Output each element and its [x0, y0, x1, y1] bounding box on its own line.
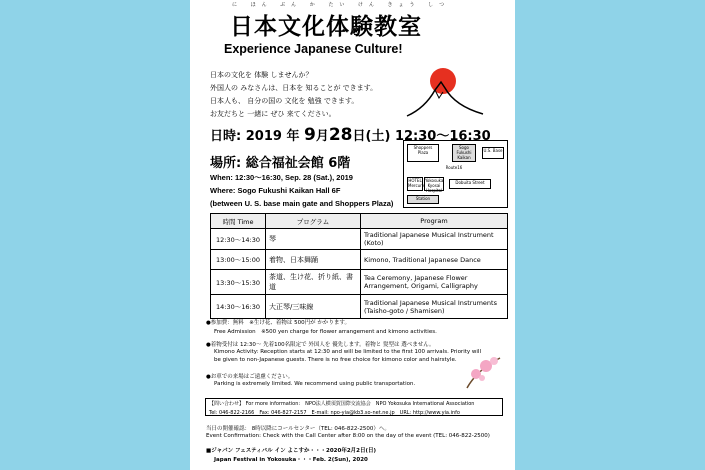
header-program-jp: プログラム	[266, 214, 361, 229]
mount-fuji-icon	[405, 78, 485, 118]
footer-festival-en: Japan Festival in Yokosuka・・・Feb. 2(Sun), 2020	[214, 457, 368, 463]
row-time: 13:30～15:30	[211, 270, 266, 295]
note-kimono-en-2: be given to non-Japanese guests. There is no free choice for kimono color and hairstyle.	[214, 357, 457, 363]
contact-line-2[interactable]: Tel: 046-822-2166 Fax: 046-827-2157 E-mail: npo-yia@kb3.so-net.ne.jp URL: http://www.yia.info	[209, 410, 460, 416]
note-fee-jp: ●参加費：無料 ※生け花、着物は 500円が かかります。	[206, 320, 350, 326]
note-fee-en: Free Admission ※500 yen charge for flower arrangement and kimono activities.	[214, 329, 437, 335]
location-map	[403, 140, 508, 208]
place-label: 場所:	[210, 156, 242, 171]
map-sogo-fukushi: Sogo Fukushi Kaikan	[452, 144, 476, 162]
page-subtitle: Experience Japanese Culture!	[224, 42, 403, 56]
header-program-en: Program	[361, 214, 508, 229]
map-station: Station	[407, 195, 439, 204]
cherry-blossom-icon	[462, 350, 502, 390]
note-kimono-jp: ●着物受付は 12:30～ 先着100名限定で 外国人を 優先します。着物と 髪型は 選べません。	[206, 342, 435, 348]
contact-box	[205, 398, 503, 416]
date-weekday: (土)	[365, 129, 391, 144]
date-label: 日時:	[210, 129, 242, 144]
table-row	[211, 295, 508, 319]
row-program-en: Kimono, Traditional Japanese Dance	[361, 250, 508, 270]
program-table	[210, 213, 508, 319]
note-parking-jp: ●お車での来場はご遠慮ください。	[206, 374, 294, 380]
intro-line-3: 日本人も、 自分の国の 文化を 勉強 できます。	[210, 97, 359, 105]
row-program-jp: 琴	[266, 229, 361, 250]
table-row	[211, 250, 508, 270]
map-hotel: HOTEL Mercure	[407, 177, 423, 191]
row-program-jp: 茶道、生け花、折り紙、書道	[266, 270, 361, 295]
flyer-page	[190, 0, 515, 470]
row-time: 12:30～14:30	[211, 229, 266, 250]
row-time: 13:00～15:00	[211, 250, 266, 270]
footer-festival-jp: ■ジャパン フェスティバル イン よこすか・・・2020年2月2日(日)	[206, 448, 376, 454]
table-row	[211, 229, 508, 250]
header-time: 時間 Time	[211, 214, 266, 229]
footer-confirm-jp: 当日の開催確認： 8時以降にコールセンター（TEL: 046-822-2500）へ。	[206, 426, 390, 432]
date-day-unit: 日	[352, 129, 366, 144]
row-program-jp: 着物、日本舞踊	[266, 250, 361, 270]
row-program-en: Traditional Japanese Musical Instrument (Koto)	[361, 229, 508, 250]
map-hospital: Yokosuka Kyosai Hospital	[425, 178, 444, 193]
row-program-jp: 大正琴/三味線	[266, 295, 361, 319]
note-parking-en: Parking is extremely limited. We recommend using public transportation.	[214, 381, 416, 387]
note-kimono-en-1: Kimono Activity: Reception starts at 12:30 and will be limited to the first 100 arrivals. Priority will	[214, 349, 481, 355]
page-title: 日本文化体験教室	[230, 14, 422, 40]
intro-line-2: 外国人の みなさんは、日本を 知ることが できます。	[210, 84, 378, 92]
intro-line-1: 日本の文化を 体験 しませんか？	[210, 71, 313, 79]
table-row	[211, 270, 508, 295]
row-program-en: Traditional Japanese Musical Instruments (Taisho-goto / Shamisen)	[361, 295, 508, 319]
date-month-unit: 月	[315, 129, 329, 144]
title-ruby: に ほん ぶん か たい けん きょう しつ	[232, 2, 451, 8]
map-us-base: U.S. Base	[482, 147, 504, 159]
between-english: (between U. S. base main gate and Shoppers Plaza)	[210, 199, 394, 208]
place-name: 総合福祉会館 6階	[245, 156, 351, 171]
map-shoppers-plaza: Shoppers Plaza	[407, 144, 439, 162]
map-dobuita-street: Dobuita Street	[449, 179, 491, 189]
row-time: 14:30～16:30	[211, 295, 266, 319]
date-month: 9	[303, 125, 316, 145]
when-english: When: 12:30～16:30, Sep. 28 (Sat.), 2019	[210, 173, 353, 182]
intro-line-4: お友だちと 一緒に ぜひ 来てください。	[210, 110, 336, 118]
date-time: 12:30～16:30	[394, 129, 491, 144]
footer-confirm-en: Event Confirmation: Check with the Call Center after 8:00 on the day of the event (TEL: 046-822-2500)	[206, 433, 490, 439]
date-year: 2019 年	[245, 129, 300, 144]
where-english: Where: Sogo Fukushi Kaikan Hall 6F	[210, 186, 341, 195]
date-day: 28	[328, 125, 353, 145]
table-header-row	[211, 214, 508, 229]
event-place	[210, 152, 350, 171]
row-program-en: Tea Ceremony, Japanese Flower Arrangement, Origami, Calligraphy	[361, 270, 508, 295]
contact-line-1: 【問い合わせ】 For more information: NPO法人横須賀国際交流協会 NPO Yokosuka International Association	[209, 401, 475, 407]
map-route16: Route16	[445, 165, 463, 170]
